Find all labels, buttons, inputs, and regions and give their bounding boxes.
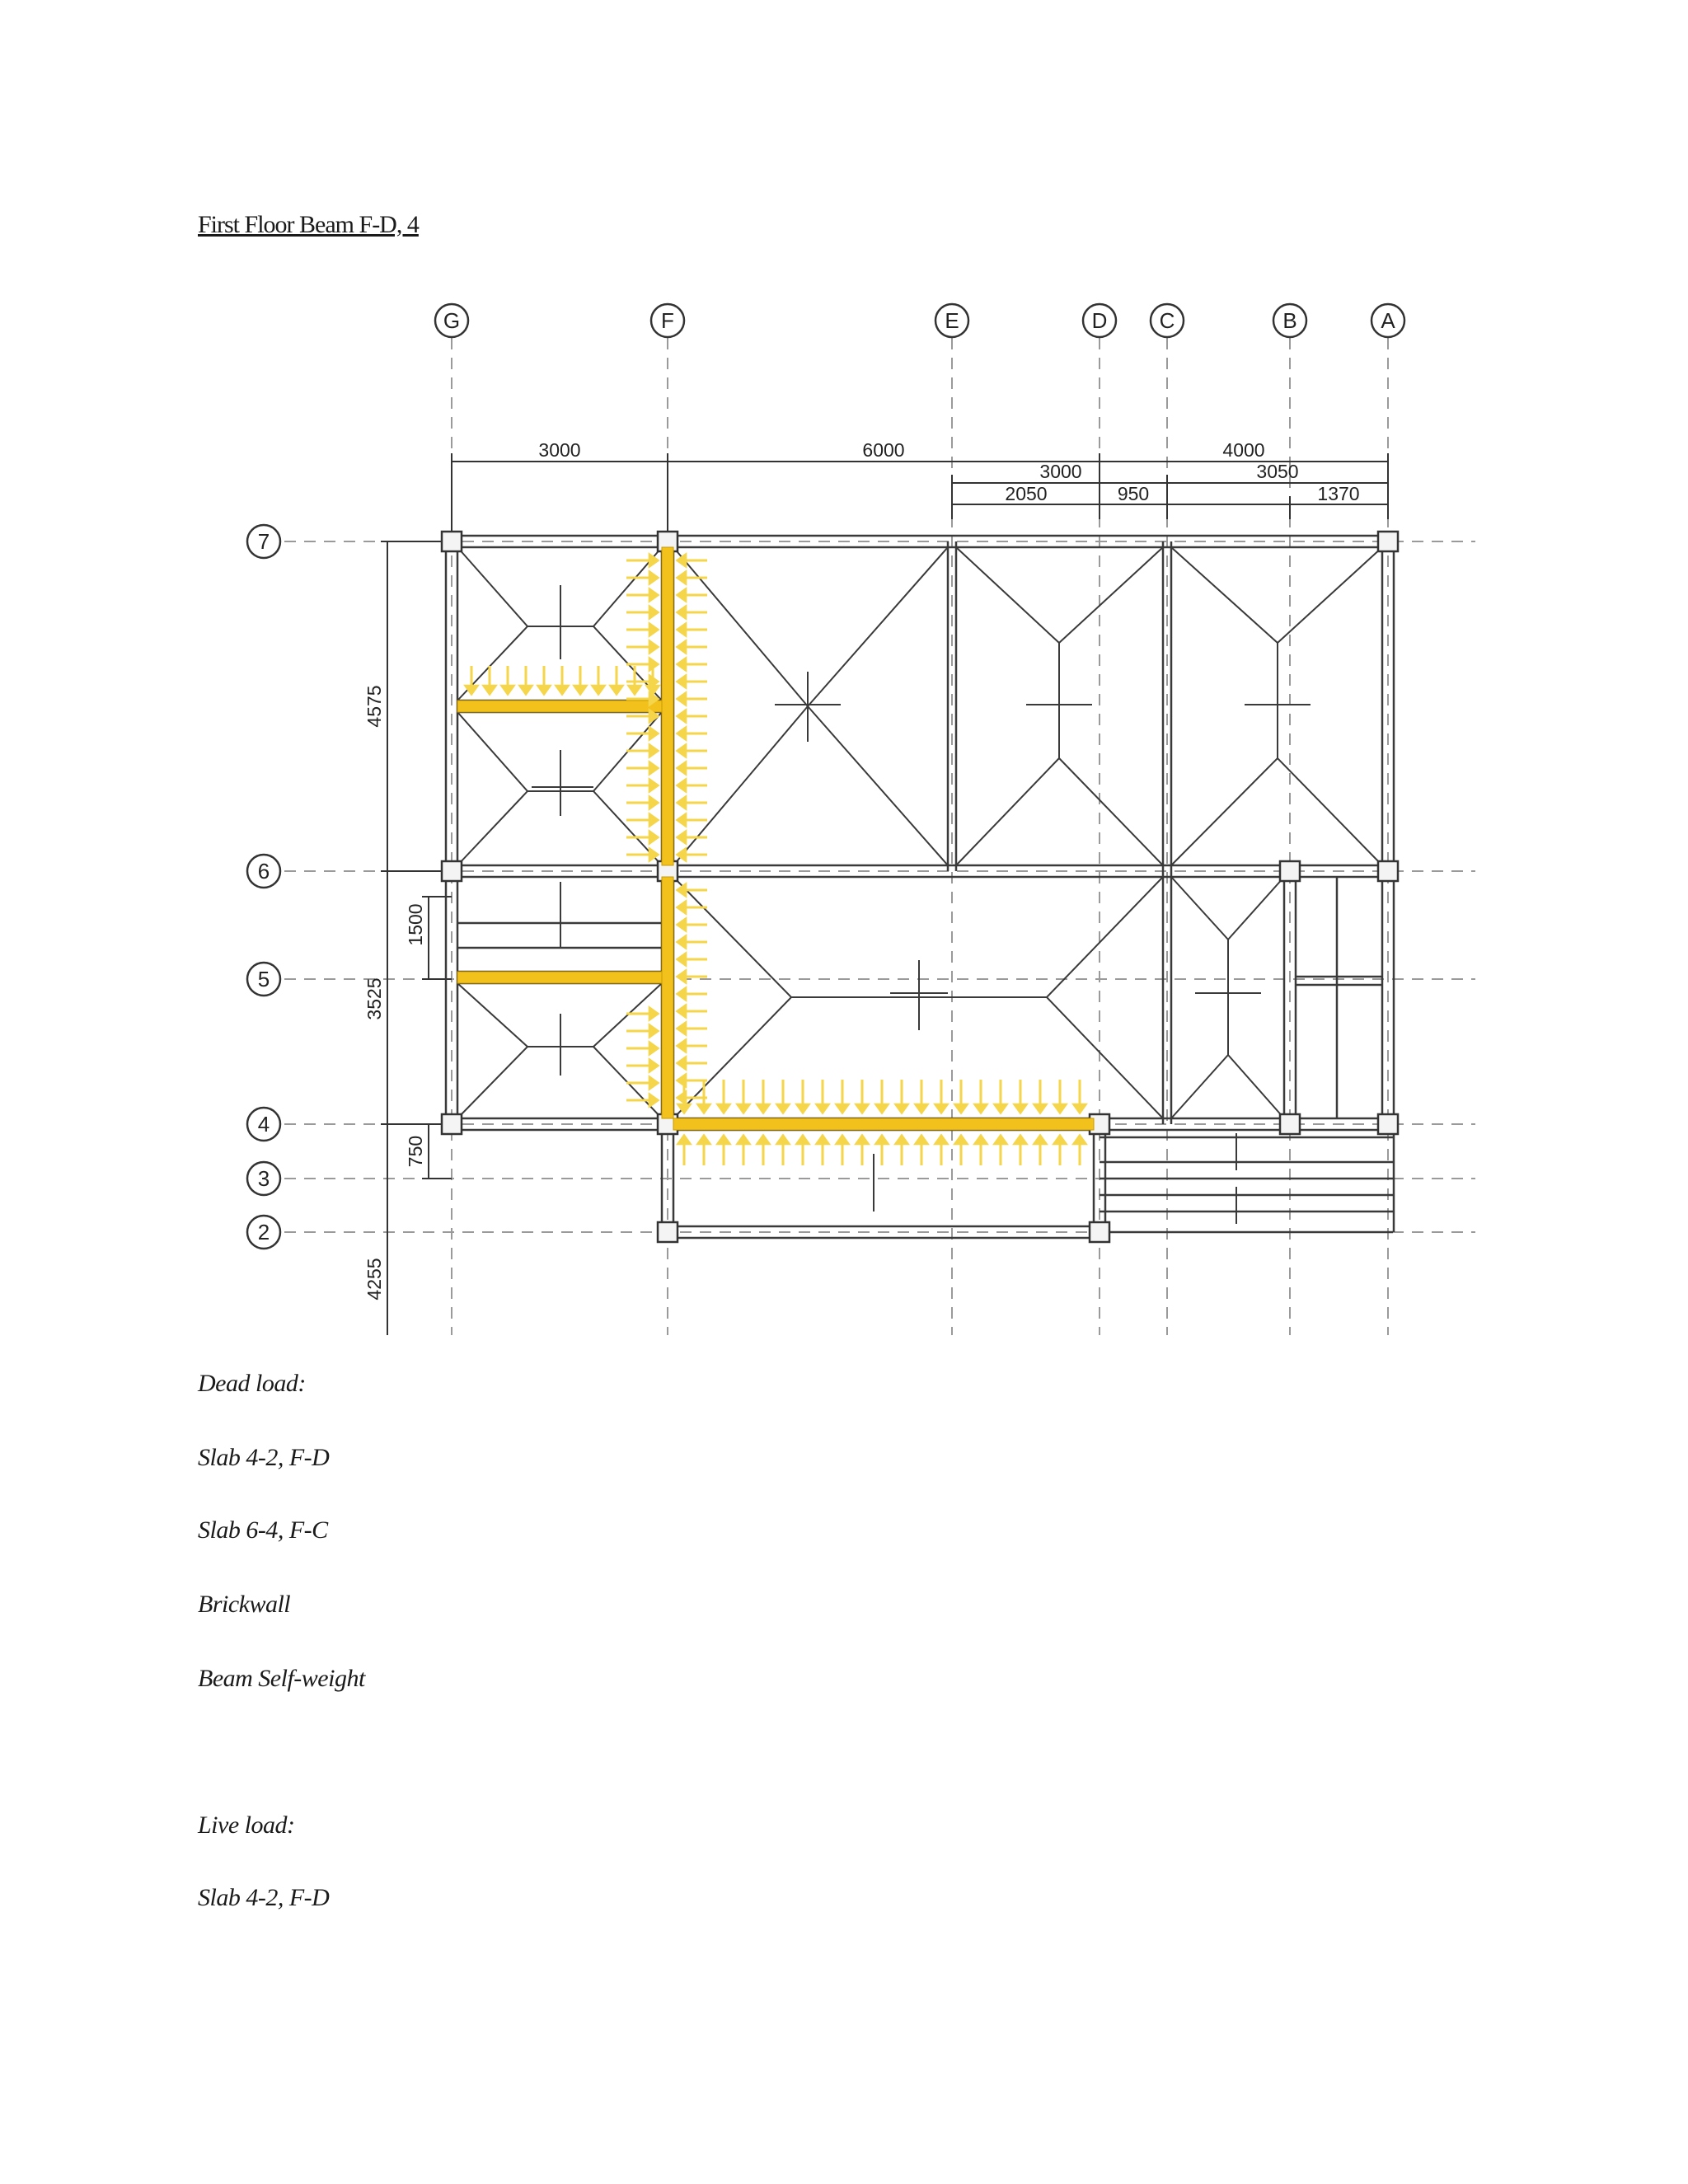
load-arrow-head xyxy=(698,1104,710,1113)
load-arrow-head xyxy=(777,1104,789,1113)
load-arrow-head xyxy=(649,624,658,635)
load-arrow-head xyxy=(817,1104,828,1113)
load-arrow-head xyxy=(955,1104,967,1113)
live-item-slab-4-2: Slab 4-2, F-D xyxy=(198,1884,330,1911)
load-arrow-head xyxy=(649,1043,658,1054)
load-arrow-head xyxy=(678,919,686,930)
highlight-beam-G-F-b xyxy=(457,972,662,983)
dim-3000-second: 3000 xyxy=(1039,461,1082,482)
load-arrow-head xyxy=(649,1008,658,1019)
grid-label-A: A xyxy=(1381,308,1395,333)
load-arrow-head xyxy=(649,832,658,843)
load-arrow-head xyxy=(1015,1136,1026,1144)
load-arrow-head xyxy=(649,555,658,566)
load-arrow-head xyxy=(649,762,658,774)
grid-label-G: G xyxy=(443,308,461,333)
load-arrow-head xyxy=(649,641,658,653)
load-arrows xyxy=(466,555,1085,1165)
load-arrow-head xyxy=(678,658,686,670)
grid-label-7: 7 xyxy=(257,529,270,554)
load-arrow-head xyxy=(678,693,686,705)
load-arrow-head xyxy=(738,1136,749,1144)
grid-label-5: 5 xyxy=(257,967,270,991)
load-arrow-head xyxy=(678,710,686,722)
dim-4000: 4000 xyxy=(1222,439,1265,461)
load-arrow-head xyxy=(718,1136,729,1144)
dim-4255: 4255 xyxy=(363,1258,385,1301)
load-arrow-head xyxy=(678,1057,686,1069)
load-arrow-head xyxy=(817,1136,828,1144)
load-arrow-head xyxy=(484,686,495,694)
load-arrow-head xyxy=(797,1104,809,1113)
grid-label-D: D xyxy=(1091,308,1108,333)
grid-label-3: 3 xyxy=(257,1166,270,1191)
load-arrow-head xyxy=(678,988,686,1000)
load-arrow-head xyxy=(896,1136,907,1144)
load-arrow-head xyxy=(649,1077,658,1089)
load-arrow-head xyxy=(777,1136,789,1144)
load-arrow-head xyxy=(678,762,686,774)
dim-3525: 3525 xyxy=(363,977,385,1020)
load-arrow-head xyxy=(520,686,532,694)
load-arrow-head xyxy=(995,1104,1006,1113)
load-arrow-head xyxy=(837,1136,848,1144)
load-arrow-head xyxy=(649,1025,658,1037)
load-arrow-head xyxy=(856,1136,868,1144)
load-arrow-head xyxy=(935,1104,947,1113)
load-arrow-head xyxy=(698,1136,710,1144)
load-arrow-head xyxy=(757,1136,769,1144)
grid-label-2: 2 xyxy=(257,1220,270,1244)
grid-label-E: E xyxy=(945,308,959,333)
load-arrow-head xyxy=(678,555,686,566)
dim-3050: 3050 xyxy=(1256,461,1299,482)
dim-2050: 2050 xyxy=(1005,483,1048,504)
load-arrow-head xyxy=(629,686,640,694)
load-arrow-head xyxy=(678,1040,686,1052)
load-arrow-head xyxy=(649,814,658,826)
load-arrow-head xyxy=(649,728,658,739)
load-arrow-head xyxy=(678,902,686,913)
grid-label-4: 4 xyxy=(257,1112,270,1137)
load-arrow-head xyxy=(1054,1136,1066,1144)
load-arrow-head xyxy=(1034,1104,1046,1113)
load-arrow-head xyxy=(738,1104,749,1113)
highlight-beam-F-D-4 xyxy=(673,1118,1094,1130)
dim-1370: 1370 xyxy=(1317,483,1360,504)
load-arrow-head xyxy=(837,1104,848,1113)
load-arrow-head xyxy=(1074,1136,1085,1144)
highlight-beam-F-6-4 xyxy=(662,877,673,1118)
dim-950: 950 xyxy=(1117,483,1150,504)
load-arrow-head xyxy=(574,686,586,694)
dead-load-heading: Dead load: xyxy=(198,1370,306,1397)
load-arrow-head xyxy=(649,1060,658,1071)
load-arrow-head xyxy=(797,1136,809,1144)
load-arrow-head xyxy=(649,607,658,618)
load-arrow-head xyxy=(876,1136,888,1144)
grid-label-F: F xyxy=(661,308,674,333)
page-title: First Floor Beam F-D, 4 xyxy=(198,211,419,238)
load-arrow-head xyxy=(466,686,477,694)
load-arrow-head xyxy=(916,1104,927,1113)
load-arrow-head xyxy=(955,1136,967,1144)
highlight-beam-G-F-a xyxy=(457,701,662,712)
load-arrow-head xyxy=(718,1104,729,1113)
load-arrow-head xyxy=(678,971,686,982)
load-arrow-head xyxy=(678,780,686,791)
load-arrow-head xyxy=(678,624,686,635)
load-arrow-head xyxy=(649,1094,658,1106)
load-arrow-head xyxy=(678,607,686,618)
load-arrow-head xyxy=(611,686,622,694)
load-arrow-head xyxy=(1074,1104,1085,1113)
dead-item-beam-self-weight: Beam Self-weight xyxy=(198,1665,365,1692)
load-arrow-head xyxy=(678,797,686,808)
dead-item-brickwall: Brickwall xyxy=(198,1591,291,1618)
load-arrow-head xyxy=(876,1104,888,1113)
load-arrow-head xyxy=(678,954,686,965)
grid-label-B: B xyxy=(1282,308,1297,333)
load-arrow-head xyxy=(556,686,568,694)
load-arrow-head xyxy=(1015,1104,1026,1113)
grid-label-6: 6 xyxy=(257,859,270,883)
load-arrow-head xyxy=(678,1023,686,1034)
live-load-heading: Live load: xyxy=(198,1811,295,1839)
load-arrow-head xyxy=(916,1136,927,1144)
dead-item-slab-4-2: Slab 4-2, F-D xyxy=(198,1444,330,1471)
load-arrow-head xyxy=(678,936,686,948)
load-arrow-head xyxy=(856,1104,868,1113)
dim-6000: 6000 xyxy=(862,439,905,461)
load-arrow-head xyxy=(678,728,686,739)
load-arrow-head xyxy=(649,780,658,791)
load-arrow-head xyxy=(678,884,686,896)
dim-4575: 4575 xyxy=(363,685,385,728)
load-arrow-head xyxy=(678,832,686,843)
load-arrow-head xyxy=(678,1005,686,1017)
load-arrow-head xyxy=(678,676,686,687)
load-arrow-head xyxy=(593,686,604,694)
highlight-beam-F-7-6 xyxy=(662,547,673,865)
load-arrow-head xyxy=(649,797,658,808)
load-arrow-head xyxy=(678,745,686,757)
load-arrow-head xyxy=(678,589,686,601)
load-arrow-head xyxy=(975,1104,987,1113)
load-arrow-head xyxy=(538,686,550,694)
load-arrow-head xyxy=(1034,1136,1046,1144)
grid-label-C: C xyxy=(1159,308,1175,333)
load-arrow-head xyxy=(649,589,658,601)
load-arrow-head xyxy=(995,1136,1006,1144)
dim-1500: 1500 xyxy=(405,903,426,946)
load-arrow-head xyxy=(678,572,686,583)
load-arrow-head xyxy=(678,1136,690,1144)
dim-750: 750 xyxy=(405,1135,426,1168)
dead-item-slab-6-4: Slab 6-4, F-C xyxy=(198,1516,328,1544)
dim-3000-top: 3000 xyxy=(538,439,581,461)
load-arrow-head xyxy=(1054,1104,1066,1113)
load-arrow-head xyxy=(757,1104,769,1113)
load-arrow-head xyxy=(935,1136,947,1144)
load-arrow-head xyxy=(649,745,658,757)
load-arrow-head xyxy=(896,1104,907,1113)
load-arrow-head xyxy=(678,814,686,826)
load-arrow-head xyxy=(502,686,513,694)
load-arrow-head xyxy=(678,641,686,653)
load-arrow-head xyxy=(649,572,658,583)
load-arrow-head xyxy=(975,1136,987,1144)
